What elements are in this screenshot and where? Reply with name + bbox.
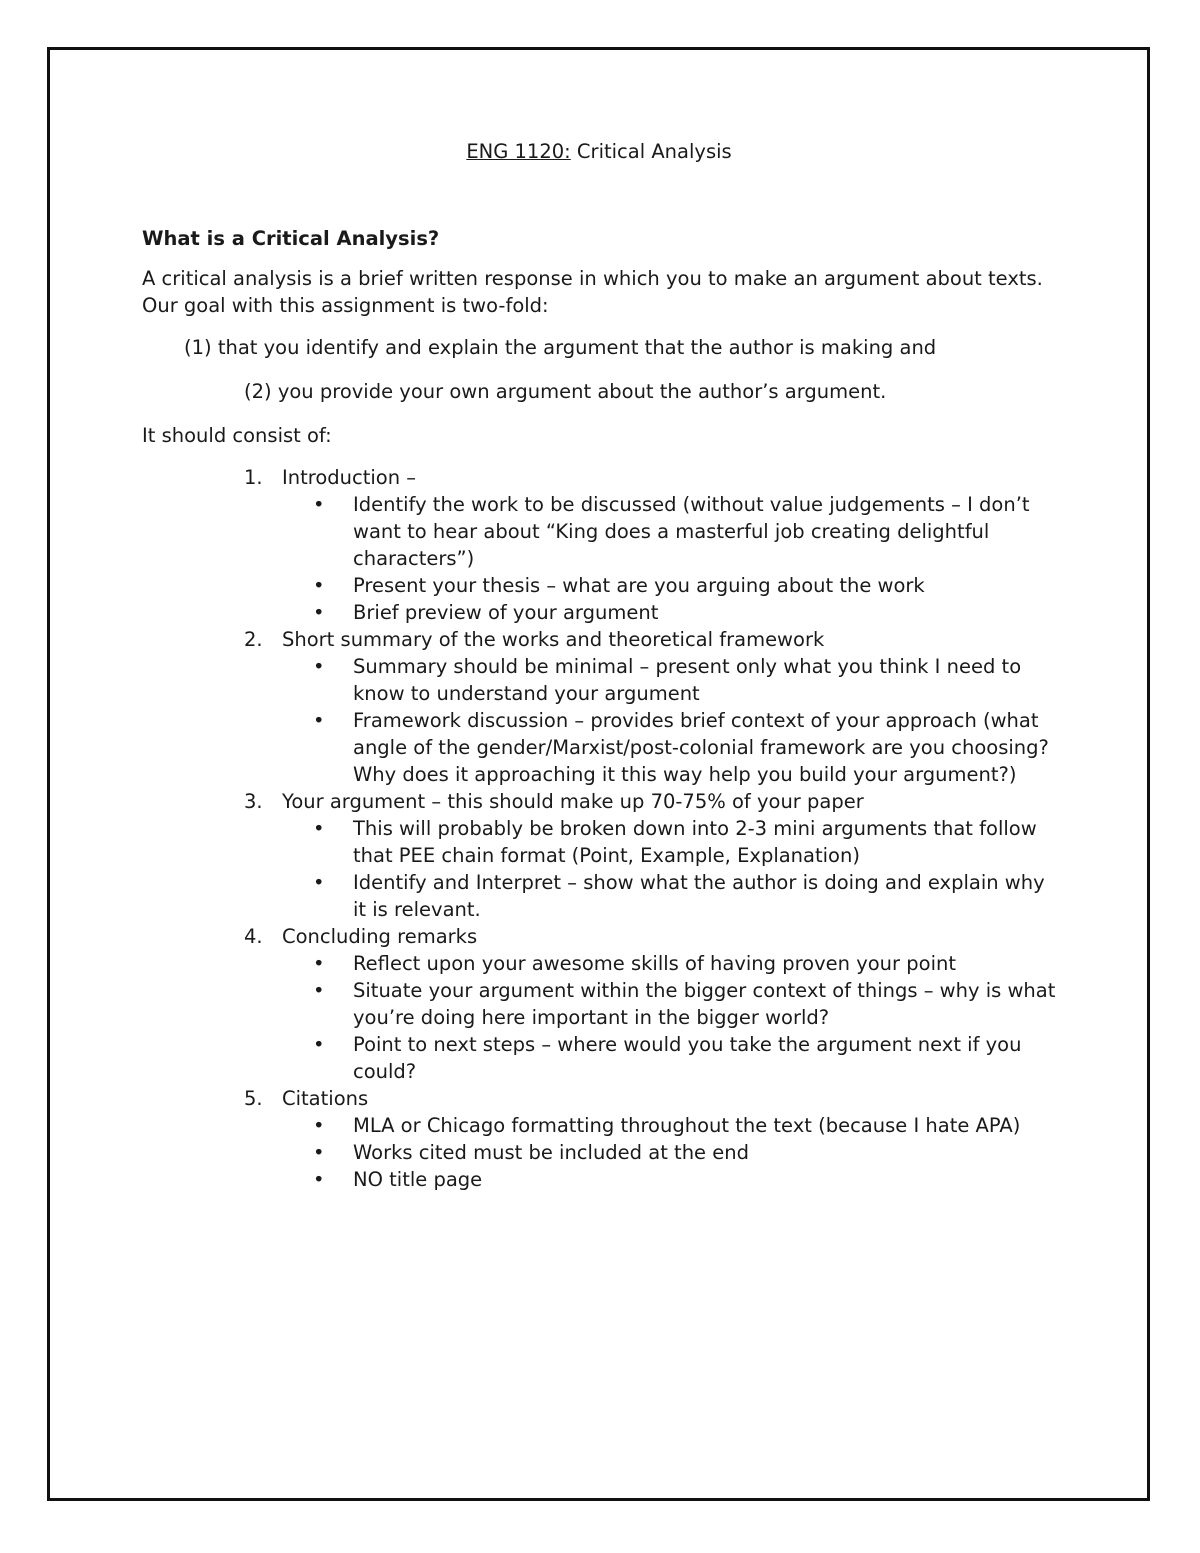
bullet-item xyxy=(282,572,1062,599)
bullet-item xyxy=(282,1112,1062,1139)
bullet-icon: • xyxy=(313,574,325,597)
bullet-icon: • xyxy=(313,1168,325,1191)
outline-item xyxy=(142,1085,1062,1193)
bullet-item xyxy=(282,1031,1062,1085)
bullet-list xyxy=(282,950,1062,1085)
bullet-text: Present your thesis – what are you arguing about the work xyxy=(353,574,925,597)
bullet-icon: • xyxy=(313,1114,325,1137)
outline-item xyxy=(142,626,1062,788)
bullet-item xyxy=(282,653,1062,707)
bullet-item xyxy=(282,491,1062,572)
bullet-item xyxy=(282,1166,1062,1193)
outline-number: 2. xyxy=(244,628,263,651)
intro-paragraph: A critical analysis is a brief written response in which you to make an argument about texts. Our goal with this assignment is two-fold: xyxy=(142,267,1043,317)
course-code: ENG 1120: xyxy=(466,140,571,163)
bullet-icon: • xyxy=(313,655,325,678)
bullet-icon: • xyxy=(313,1141,325,1164)
bullet-icon: • xyxy=(313,601,325,624)
bullet-item xyxy=(282,950,1062,977)
bullet-item xyxy=(282,599,1062,626)
outline-number: 4. xyxy=(244,925,263,948)
bullet-text: Summary should be minimal – present only what you think I need to know to understand your argument xyxy=(353,655,1022,705)
bullet-text: NO title page xyxy=(353,1168,483,1191)
bullet-text: Point to next steps – where would you take the argument next if you could? xyxy=(353,1033,1022,1083)
sections-list xyxy=(142,464,1062,1193)
bullet-list xyxy=(282,653,1062,788)
bullet-list xyxy=(282,491,1062,626)
outline-number: 1. xyxy=(244,466,263,489)
bullet-text: Works cited must be included at the end xyxy=(353,1141,749,1164)
bullet-text: Brief preview of your argument xyxy=(353,601,659,624)
bullet-list xyxy=(282,815,1062,923)
section-heading: What is a Critical Analysis? xyxy=(142,227,440,250)
bullet-icon: • xyxy=(313,709,325,732)
bullet-text: Situate your argument within the bigger context of things – why is what you’re doing here important in the bigger world? xyxy=(353,979,1056,1029)
bullet-item xyxy=(282,977,1062,1031)
outline-label: Concluding remarks xyxy=(282,925,478,948)
outline-label: Introduction – xyxy=(282,466,417,489)
bullet-icon: • xyxy=(313,952,325,975)
outline-item xyxy=(142,923,1062,1085)
bullet-item xyxy=(282,815,1062,869)
bullet-icon: • xyxy=(313,871,325,894)
bullet-icon: • xyxy=(313,493,325,516)
outline-item xyxy=(142,788,1062,923)
bullet-item xyxy=(282,707,1062,788)
document-title xyxy=(142,138,1056,165)
bullet-text: Reflect upon your awesome skills of having proven your point xyxy=(353,952,956,975)
consist-label: It should consist of: xyxy=(142,424,332,447)
bullet-text: MLA or Chicago formatting throughout the text (because I hate APA) xyxy=(353,1114,1021,1137)
bullet-list xyxy=(282,1112,1062,1193)
bullet-item xyxy=(282,869,1062,923)
outline-label: Citations xyxy=(282,1087,369,1110)
bullet-text: This will probably be broken down into 2-3 mini arguments that follow that PEE chain format (Point, Example, Explanation) xyxy=(353,817,1037,867)
goal-one: (1) that you identify and explain the argument that the author is making and xyxy=(184,336,937,359)
outline-label: Short summary of the works and theoretical framework xyxy=(282,628,825,651)
document-body xyxy=(142,138,1062,1193)
bullet-icon: • xyxy=(313,1033,325,1056)
outline-item xyxy=(142,464,1062,626)
bullet-item xyxy=(282,1139,1062,1166)
bullet-text: Identify and Interpret – show what the author is doing and explain why it is relevant. xyxy=(353,871,1045,921)
outline-number: 5. xyxy=(244,1087,263,1110)
bullet-icon: • xyxy=(313,979,325,1002)
bullet-text: Identify the work to be discussed (without value judgements – I don’t want to hear about “King does a masterful job creating delightful characters”) xyxy=(353,493,1030,570)
outline-number: 3. xyxy=(244,790,263,813)
bullet-text: Framework discussion – provides brief context of your approach (what angle of the gender/Marxist/post-colonial framework are you choosing? Why does it approaching it this way help you build your argument?) xyxy=(353,709,1049,786)
title-text: Critical Analysis xyxy=(570,140,732,163)
outline-label: Your argument – this should make up 70-75% of your paper xyxy=(282,790,864,813)
goal-two: (2) you provide your own argument about the author’s argument. xyxy=(244,380,887,403)
bullet-icon: • xyxy=(313,817,325,840)
